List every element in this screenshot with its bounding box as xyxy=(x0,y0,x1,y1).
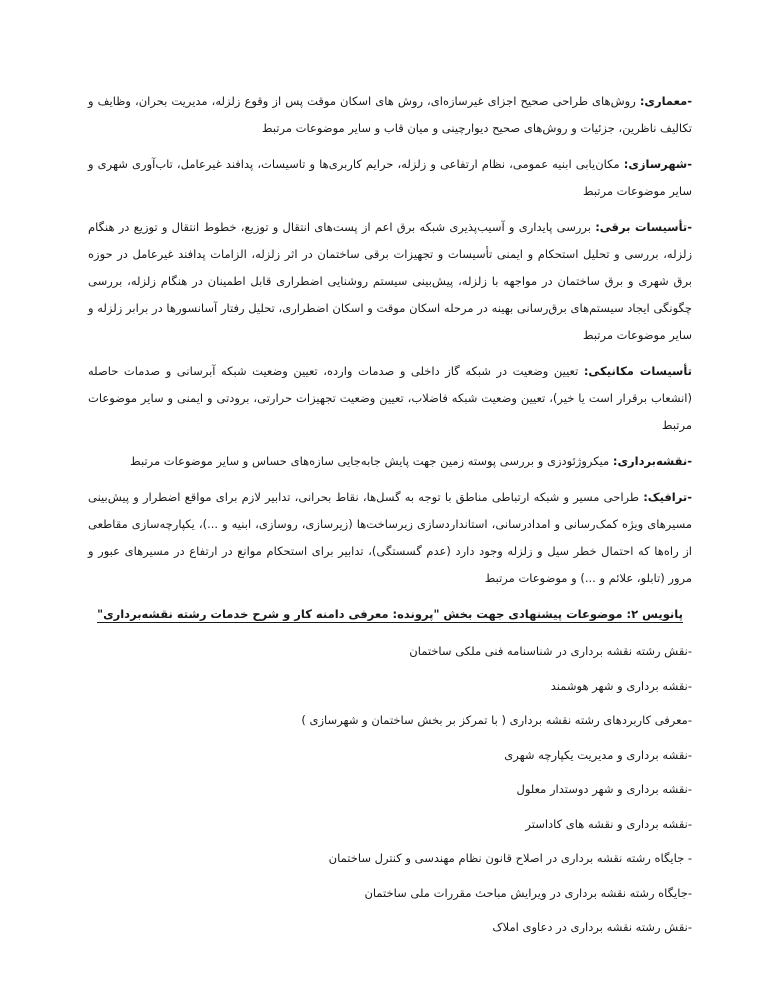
discipline-electrical xyxy=(88,214,692,349)
discipline-mechanical xyxy=(88,358,692,439)
discipline-label: -شهرسازی: xyxy=(623,157,692,171)
list-item: -نقشه برداری و شهر هوشمند xyxy=(550,678,692,693)
list-item: -نقش رشته نقشه برداری در دعاوی املاک xyxy=(492,920,692,934)
discipline-text: میکروژئودزی و بررسی پوسته زمین جهت پایش جابه‌جایی سازه‌های حساس و سایر موضوعات مرتبط xyxy=(130,454,613,468)
discipline-label: -معماری: xyxy=(639,94,692,108)
discipline-text: بررسی پایداری و آسیب‌پذیری شبکه برق اعم از پست‌های انتقال و توزیع، خطوط انتقال و توزیع در هنگام زلزله، بررسی و تحلیل استحکام و ایمنی تأسیسات و تجهیزات برقی ساختمان در اثر زلزله، الزامات پدافند غیرعامل در حوزه برق شهری و برق ساختمان در مواجهه با زلزله، پیش‌بینی سیستم روشنایی اضطراری قابل اطمینان در هنگام زلزله، بررسی چگونگی ایجاد سیستم‌های برق‌رسانی بهینه در مرحله اسکان موقت و اسکان اضطراری، تحلیل رفتار آسانسورها در برابر زلزله و سایر موضوعات مرتبط xyxy=(88,220,692,342)
list-item: -نقش رشته نقشه برداری در شناسنامه فنی ملکی ساختمان xyxy=(409,644,692,658)
discipline-text: روش‌های طراحی صحیح اجزای غیرسازه‌ای، روش های اسکان موقت پس از وقوع زلزله، مدیریت بحران، وظایف و تکالیف ناظرین، جزئیات و روش‌های صحیح دیوارچینی و میان قاب و سایر موضوعات مرتبط xyxy=(88,94,692,135)
list-item: -نقشه برداری و نقشه های کاداستر xyxy=(525,816,692,831)
discipline-label: تأسیسات مکانیکی: xyxy=(583,364,692,378)
list-item: - جایگاه رشته نقشه برداری در اصلاح قانون نظام مهندسی و کنترل ساختمان xyxy=(328,851,692,865)
discipline-label: -نقشه‌برداری: xyxy=(612,454,692,468)
surveying-topics-list xyxy=(88,634,692,945)
list-item: -جایگاه رشته نقشه برداری در ویرایش مباحث مقررات ملی ساختمان xyxy=(364,885,692,900)
discipline-surveying xyxy=(88,448,692,475)
discipline-text: طراحی مسیر و شبکه ارتباطی مناطق با توجه به گسل‌ها، نقاط بحرانی، تدابیر لازم برای مواقع اضطرار و پیش‌بینی مسیرهای ویژه کمک‌رسانی و امدادرسانی، استانداردسازی زیرساخت‌ها (زیرسازی، روسازی، ابنیه و ...)، یکپارچه‌سازی مقاطعی از راه‌ها که احتمال خطر سیل و زلزله وجود دارد (عدم گسستگی)، تدابیر برای استحکام موانع در ارتفاع در مسیرهای عبور و مرور (تابلو، علائم و ...) و موضوعات مرتبط xyxy=(88,490,692,585)
discipline-urban-planning xyxy=(88,151,692,205)
discipline-label: -تأسیسات برقی: xyxy=(595,220,692,234)
list-item: -نقشه برداری و شهر دوستدار معلول xyxy=(516,782,692,796)
document-page xyxy=(88,88,692,945)
list-item: -نقشه برداری و مدیریت یکپارچه شهری xyxy=(504,747,692,762)
discipline-traffic xyxy=(88,484,692,592)
discipline-architecture xyxy=(88,88,692,142)
discipline-label: -ترافیک: xyxy=(643,490,692,504)
list-item: -معرفی کاربردهای رشته نقشه برداری ( با تمرکز بر بخش ساختمان و شهرسازی ) xyxy=(301,713,692,727)
footnote-title xyxy=(88,601,692,628)
discipline-text: مکان‌یابی ابنیه عمومی، نظام ارتفاعی و زلزله، حرایم کاربری‌ها و تاسیسات، پدافند غیرعامل، تاب‌آوری شهری و سایر موضوعات مرتبط xyxy=(88,157,692,198)
discipline-text: تعیین وضعیت در شبکه گاز داخلی و صدمات وارده، تعیین وضعیت شبکه آبرسانی و صدمات حاصله (انشعاب برقرار است یا خیر)، تعیین وضعیت شبکه فاضلاب، تعیین وضعیت تجهیزات حرارتی، برودتی و ایمنی و سایر موضوعات مرتبط xyxy=(88,364,692,432)
footnote-title-text: پانویس ۲: موضوعات پیشنهادی جهت بخش "پرونده: معرفی دامنه کار و شرح خدمات رشته نقشه‌برداری" xyxy=(97,607,683,621)
